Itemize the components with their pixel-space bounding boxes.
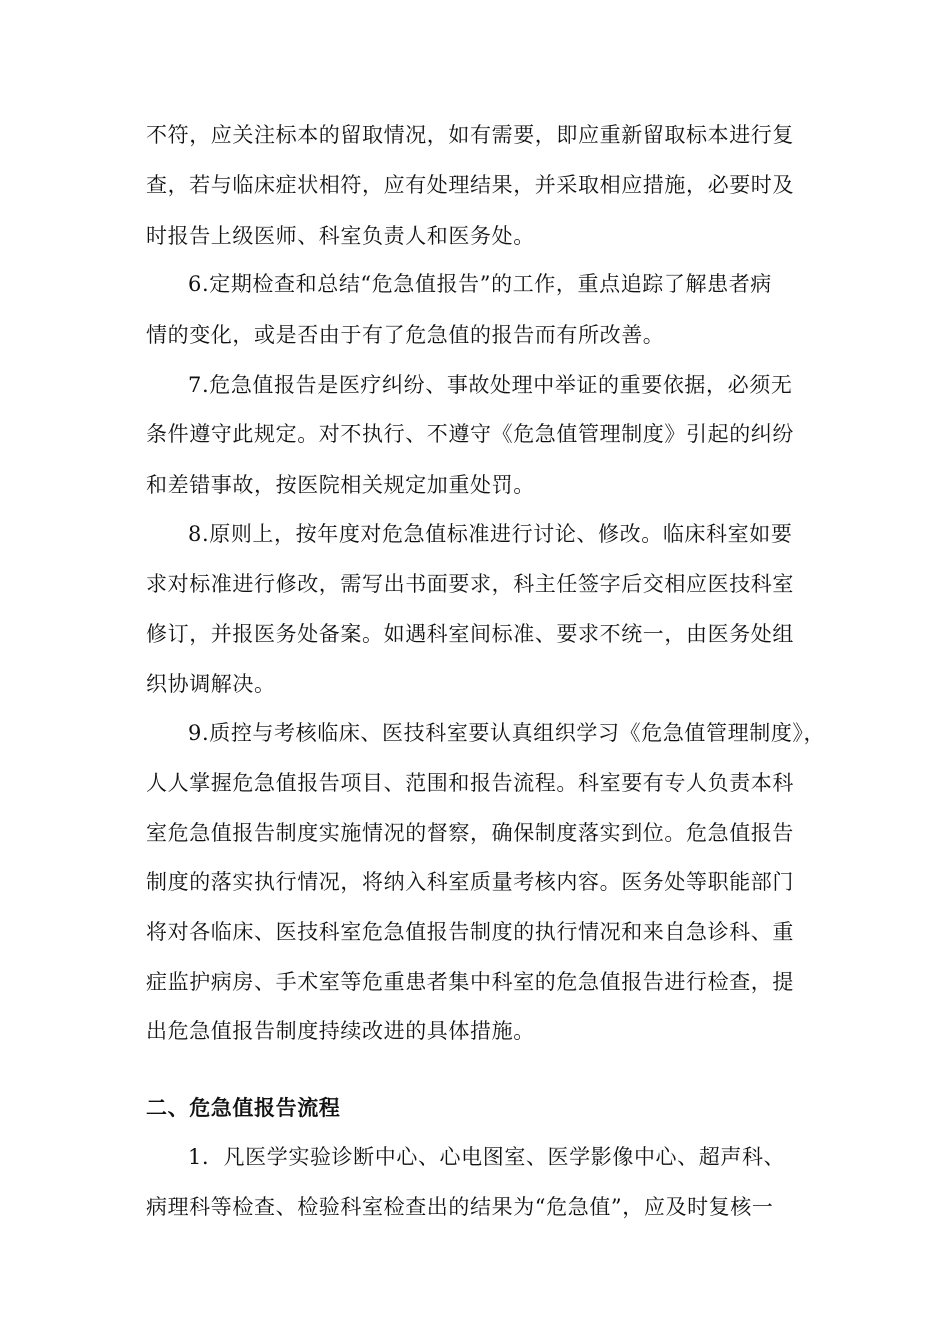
paragraph-line: 7.危急值报告是医疗纠纷、事故处理中举证的重要依据，必须无: [188, 373, 793, 397]
paragraph-line: 室危急值报告制度实施情况的督察，确保制度落实到位。危急值报告: [146, 821, 794, 845]
paragraph-line: 出危急值报告制度持续改进的具体措施。: [146, 1019, 535, 1043]
paragraph-line: 8.原则上，按年度对危急值标准进行讨论、修改。临床科室如要: [188, 522, 793, 546]
paragraph-line: 时报告上级医师、科室负责人和医务处。: [146, 224, 535, 248]
paragraph-line: 修订，并报医务处备案。如遇科室间标准、要求不统一，由医务处组: [146, 622, 794, 646]
paragraph-line: 6.定期检查和总结“危急值报告”的工作，重点追踪了解患者病: [188, 272, 772, 296]
paragraph-line: 和差错事故，按医院相关规定加重处罚。: [146, 473, 535, 497]
paragraph-line: 条件遵守此规定。对不执行、不遵守《危急值管理制度》引起的纠纷: [146, 422, 794, 446]
paragraph-line: 织协调解决。: [146, 672, 276, 696]
paragraph-line: 将对各临床、医技科室危急值报告制度的执行情况和来自急诊科、重: [146, 920, 794, 944]
paragraph-line: 情的变化，或是否由于有了危急值的报告而有所改善。: [146, 323, 665, 347]
paragraph-line: 人人掌握危急值报告项目、范围和报告流程。科室要有专人负责本科: [146, 771, 794, 795]
paragraph-line: 症监护病房、手术室等危重患者集中科室的危急值报告进行检查，提: [146, 970, 794, 994]
paragraph-line: 求对标准进行修改，需写出书面要求，科主任签字后交相应医技科室: [146, 572, 794, 596]
section-heading: 二、危急值报告流程: [146, 1096, 341, 1120]
paragraph-line: 不符，应关注标本的留取情况，如有需要，即应重新留取标本进行复: [146, 123, 794, 147]
paragraph-line: 制度的落实执行情况，将纳入科室质量考核内容。医务处等职能部门: [146, 870, 794, 894]
paragraph-line: 9.质控与考核临床、医技科室要认真组织学习《危急值管理制度》，: [188, 721, 826, 745]
paragraph-line: 查，若与临床症状相符，应有处理结果，并采取相应措施，必要时及: [146, 173, 794, 197]
paragraph-line: 1．凡医学实验诊断中心、心电图室、医学影像中心、超声科、: [188, 1145, 786, 1169]
paragraph-line: 病理科等检查、检验科室检查出的结果为“危急值”，应及时复核一: [146, 1195, 774, 1219]
